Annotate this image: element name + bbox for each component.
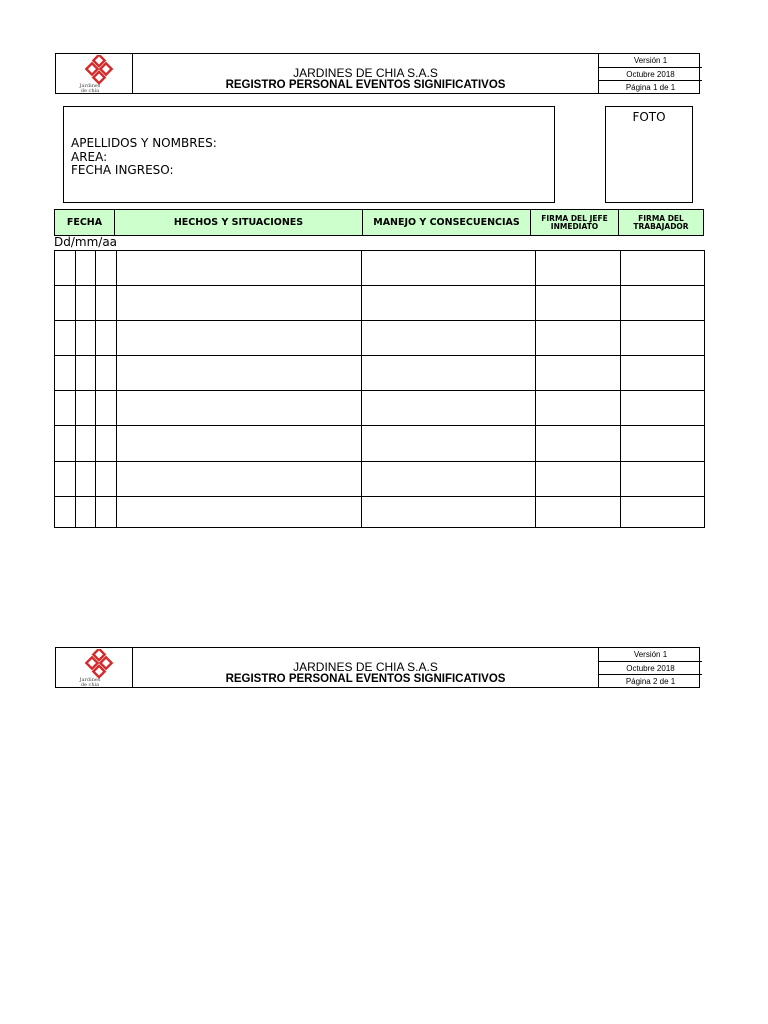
- col-fecha: FECHA: [55, 210, 115, 235]
- title-cell: [133, 648, 598, 687]
- area-label: AREA:: [71, 149, 108, 164]
- logo-cell: [56, 648, 133, 687]
- manejo-cell[interactable]: [362, 462, 537, 497]
- year-cell[interactable]: [96, 426, 117, 462]
- hechos-cell[interactable]: [117, 251, 362, 286]
- col-manejo: MANEJO Y CONSECUENCIAS: [363, 210, 531, 235]
- day-cell[interactable]: [55, 497, 76, 528]
- employee-info-box: [63, 106, 555, 203]
- firma-jefe-cell[interactable]: [536, 462, 621, 497]
- logo-word-1: Jardines: [79, 83, 101, 89]
- manejo-cell[interactable]: [362, 286, 537, 321]
- month-cell[interactable]: [76, 462, 96, 497]
- day-cell[interactable]: [55, 426, 76, 462]
- month-cell[interactable]: [76, 497, 96, 528]
- version-label: Versión 1: [633, 650, 668, 659]
- column-header-row: [54, 209, 704, 236]
- firma-jefe-cell[interactable]: [536, 286, 621, 321]
- page-label: Página 1 de 1: [599, 80, 702, 94]
- firma-trabajador-cell[interactable]: [621, 251, 705, 286]
- day-cell[interactable]: [55, 251, 76, 286]
- meta-cell: [598, 54, 702, 93]
- hire-date-label: FECHA INGRESO:: [71, 163, 174, 177]
- employee-info-fields: [71, 137, 217, 178]
- table-row: [55, 321, 705, 356]
- month-cell[interactable]: [76, 356, 96, 391]
- company-logo-icon: [82, 55, 118, 85]
- photo-label: FOTO: [632, 110, 666, 124]
- hechos-cell[interactable]: [117, 426, 362, 462]
- hechos-cell[interactable]: [117, 286, 362, 321]
- photo-box: [605, 106, 693, 203]
- firma-jefe-cell[interactable]: [536, 426, 621, 462]
- logo-word-2: de chía: [80, 682, 100, 688]
- page-header: [55, 647, 700, 688]
- date-format-hint: Dd/mm/aa: [54, 235, 118, 249]
- year-cell[interactable]: [96, 321, 117, 356]
- hechos-cell[interactable]: [117, 321, 362, 356]
- page-label: Página 2 de 1: [599, 674, 702, 688]
- firma-jefe-cell[interactable]: [536, 356, 621, 391]
- year-cell[interactable]: [96, 497, 117, 528]
- year-cell[interactable]: [96, 286, 117, 321]
- date-label: Octubre 2018: [599, 661, 702, 675]
- version-label: Versión 1: [633, 56, 668, 65]
- firma-trabajador-cell[interactable]: [621, 497, 705, 528]
- logo-word-1: Jardines: [79, 677, 101, 683]
- company-logo-icon: [82, 649, 118, 679]
- day-cell[interactable]: [55, 321, 76, 356]
- day-cell[interactable]: [55, 391, 76, 426]
- day-cell[interactable]: [55, 286, 76, 321]
- year-cell[interactable]: [96, 391, 117, 426]
- logo-cell: [56, 54, 133, 93]
- firma-trabajador-cell[interactable]: [621, 426, 705, 462]
- company-name: JARDINES DE CHIA S.A.S: [293, 660, 438, 674]
- logo-wordmark: [70, 84, 110, 94]
- year-cell[interactable]: [96, 462, 117, 497]
- firma-jefe-cell[interactable]: [536, 391, 621, 426]
- month-cell[interactable]: [76, 286, 96, 321]
- manejo-cell[interactable]: [362, 251, 537, 286]
- table-row: [55, 286, 705, 321]
- firma-trabajador-cell[interactable]: [621, 321, 705, 356]
- logo-word-2: de chía: [80, 88, 100, 94]
- hechos-cell[interactable]: [117, 497, 362, 528]
- manejo-cell[interactable]: [362, 426, 537, 462]
- col-hechos: HECHOS Y SITUACIONES: [115, 210, 363, 235]
- month-cell[interactable]: [76, 391, 96, 426]
- table-row: [55, 497, 705, 528]
- hechos-cell[interactable]: [117, 391, 362, 426]
- names-label: APELLIDOS Y NOMBRES:: [71, 136, 217, 150]
- hechos-cell[interactable]: [117, 462, 362, 497]
- day-cell[interactable]: [55, 462, 76, 497]
- month-cell[interactable]: [76, 426, 96, 462]
- manejo-cell[interactable]: [362, 391, 537, 426]
- table-row: [55, 251, 705, 286]
- company-name: JARDINES DE CHIA S.A.S: [293, 66, 438, 80]
- document-title: REGISTRO PERSONAL EVENTOS SIGNIFICATIVOS: [225, 673, 506, 685]
- firma-trabajador-cell[interactable]: [621, 391, 705, 426]
- year-cell[interactable]: [96, 251, 117, 286]
- firma-jefe-cell[interactable]: [536, 497, 621, 528]
- table-row: [55, 462, 705, 497]
- month-cell[interactable]: [76, 321, 96, 356]
- table-row: [55, 391, 705, 426]
- manejo-cell[interactable]: [362, 497, 537, 528]
- manejo-cell[interactable]: [362, 321, 537, 356]
- page-header: [55, 53, 700, 94]
- date-label: Octubre 2018: [599, 67, 702, 81]
- firma-jefe-cell[interactable]: [536, 251, 621, 286]
- firma-jefe-cell[interactable]: [536, 321, 621, 356]
- day-cell[interactable]: [55, 356, 76, 391]
- col-firma-jefe: FIRMA DEL JEFE INMEDIATO: [531, 210, 619, 235]
- title-cell: [133, 54, 598, 93]
- firma-trabajador-cell[interactable]: [621, 356, 705, 391]
- firma-trabajador-cell[interactable]: [621, 462, 705, 497]
- table-row: [55, 426, 705, 462]
- month-cell[interactable]: [76, 251, 96, 286]
- hechos-cell[interactable]: [117, 356, 362, 391]
- manejo-cell[interactable]: [362, 356, 537, 391]
- table-row: [55, 356, 705, 391]
- logo-wordmark: [70, 678, 110, 688]
- meta-cell: [598, 648, 702, 687]
- col-firma-trabajador: FIRMA DEL TRABAJADOR: [633, 213, 689, 231]
- document-title: REGISTRO PERSONAL EVENTOS SIGNIFICATIVOS: [225, 79, 506, 91]
- firma-trabajador-cell[interactable]: [621, 286, 705, 321]
- events-grid: [54, 250, 705, 528]
- year-cell[interactable]: [96, 356, 117, 391]
